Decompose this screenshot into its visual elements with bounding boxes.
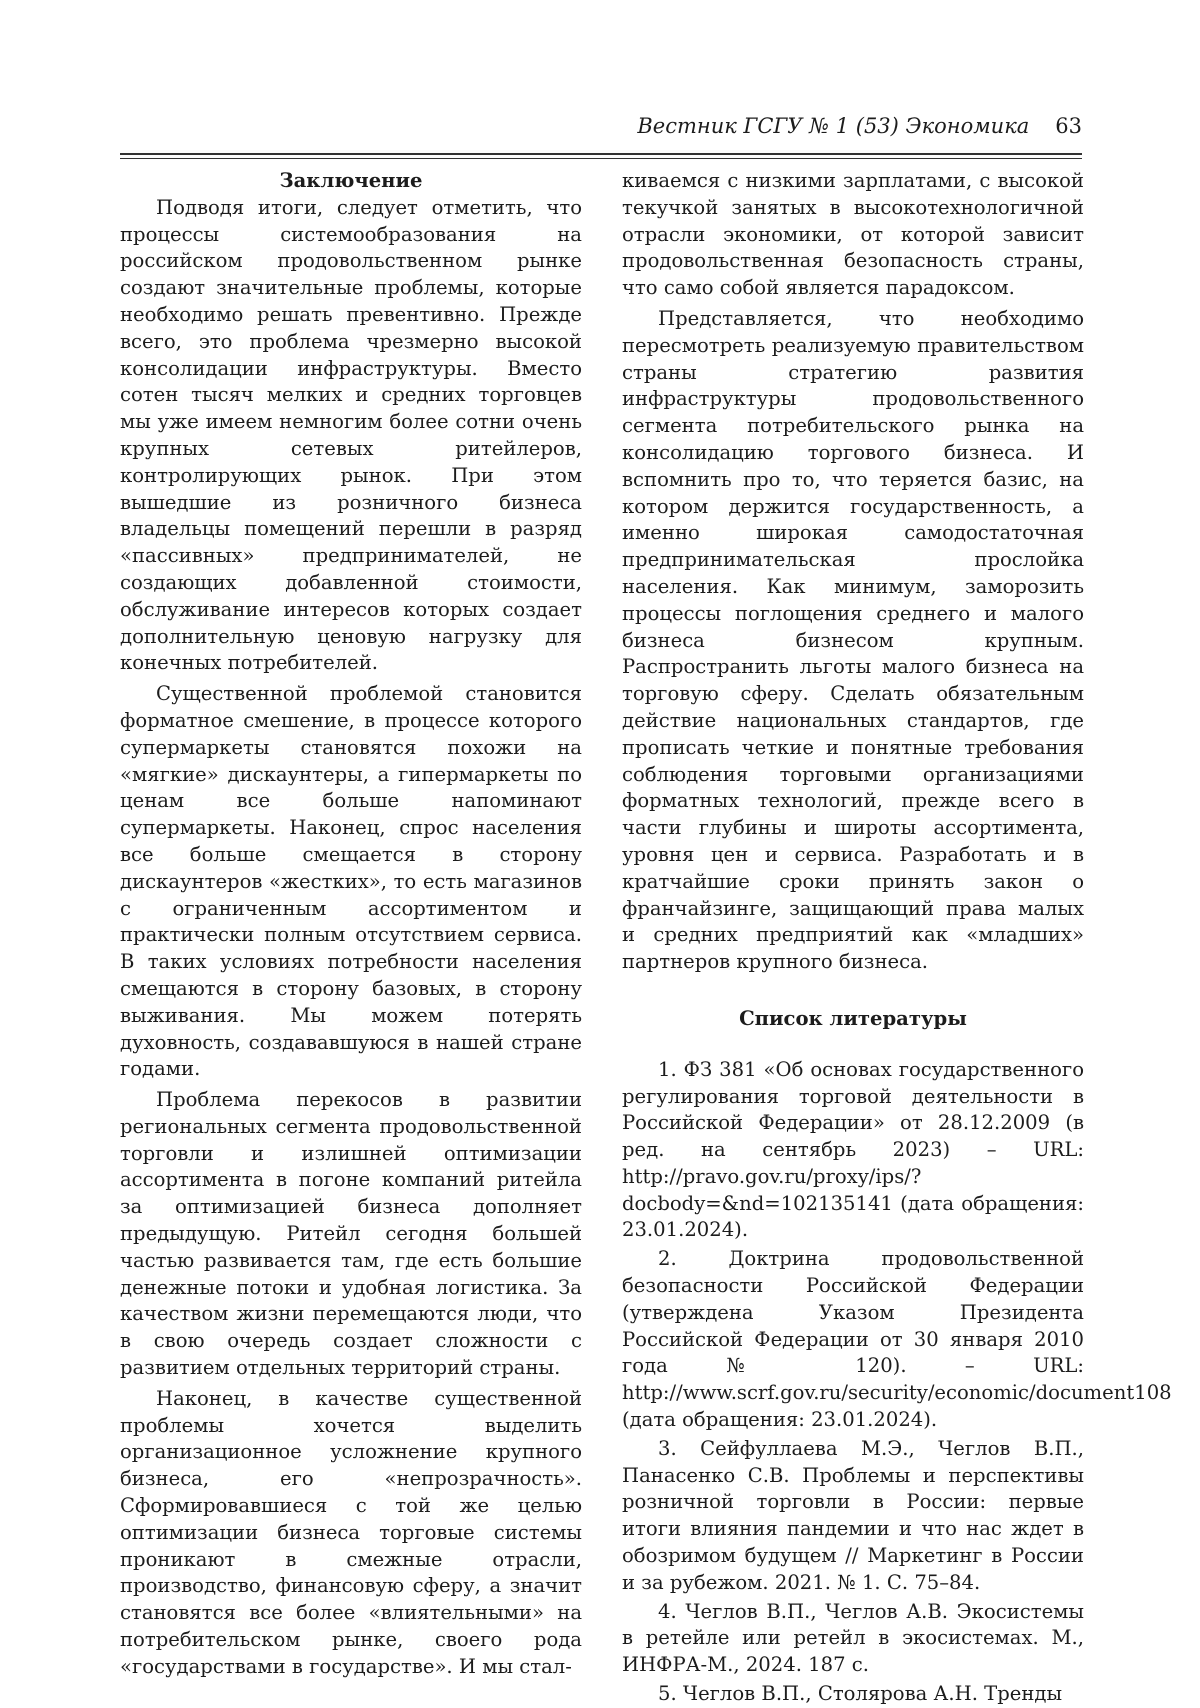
reference-item: 4. Чеглов В.П., Чеглов А.В. Экосистемы в ретейле или ретейл в экосистемах. М., ИНФРА-М., 2024. 187 с. <box>622 1599 1084 1677</box>
paragraph: Существенной проблемой становится форматное смешение, в процессе которого супермаркеты становятся похожи на «мягкие» дискаунтеры, а гипермаркеты по ценам все больше напоминают супермаркеты. Наконец, спрос населения все больше смещается в сторону дискаунтеров «жестких», то есть магазинов с ограниченным ассортиментом и практически полным отсутствием сервиса. В таких условиях потребности населения смещаются в сторону базовых, в сторону выживания. Мы можем потерять духовность, создававшуюся в нашей стране годами. <box>120 682 582 1081</box>
paragraph: Проблема перекосов в развитии региональных сегмента продовольственной торговли и излишней оптимизации ассортимента в погоне компаний ритейла за оптимизацией бизнеса дополняет предыдущую. Ритейл сегодня большей частью развивается там, где есть большие денежные потоки и удобная логистика. За качеством жизни перемещаются люди, что в свою очередь создает сложности с развитием отдельных территорий страны. <box>120 1088 582 1380</box>
paragraph: Подводя итоги, следует отметить, что процессы системообразования на российском продовольственном рынке создают значительные проблемы, которые необходимо решать превентивно. Прежде всего, это проблема чрезмерно высокой консолидации инфраструктуры. Вместо сотен тысяч мелких и средних торговцев мы уже имеем немногим более сотни очень крупных сетевых ритейлеров, контролирующих рынок. При этом вышедшие из розничного бизнеса владельцы помещений перешли в разряд «пассивных» предпринимателей, не создающих добавленной стоимости, обслуживание интересов которых создает дополнительную ценовую нагрузку для конечных потребителей. <box>120 195 582 675</box>
references-heading: Список литературы <box>739 1006 967 1030</box>
reference-item: 1. ФЗ 381 «Об основах государственного регулирования торговой деятельности в Российской Федерации» от 28.12.2009 (в ред. на сентябрь 2023) – URL: http://pravo.gov.ru/proxy/ips/?docbody=&nd=102135141 (дата обращения: 23.01.2024). <box>622 1057 1084 1242</box>
journal-title: Вестник ГСГУ № 1 (53) Экономика <box>637 114 1030 138</box>
right-column <box>622 168 1172 1708</box>
page-number: 63 <box>1055 114 1082 138</box>
paragraph: Наконец, в качестве существенной проблемы хочется выделить организационное усложнение крупного бизнеса, его «непрозрачность». Сформировавшиеся с той же целью оптимизации бизнеса торговые системы проникают в смежные отрасли, производство, финансовую сферу, а значит становятся все более «влиятельными» на потребительском рынке, своего рода «государствами в государстве». И мы стал- <box>120 1386 582 1678</box>
header-rule-thick <box>120 153 1082 155</box>
header-rule-thin <box>120 158 1082 159</box>
running-header <box>120 112 1082 140</box>
section-heading: Заключение <box>279 169 423 192</box>
paragraph-continuation: киваемся с низкими зарплатами, с высокой текучкой занятых в высокотехнологичной отрасли экономики, от которой зависит продовольственная безопасность страны, что само собой является парадоксом. <box>622 169 1084 300</box>
reference-item: 3. Сейфуллаева М.Э., Чеглов В.П., Панасенко С.В. Проблемы и перспективы розничной торговли в России: первые итоги влияния пандемии и что нас ждет в обозримом будущем // Маркетинг в России и за рубежом. 2021. № 1. С. 75–84. <box>622 1436 1084 1594</box>
reference-item: 2. Доктрина продовольственной безопасности Российской Федерации (утверждена Указом Президента Российской Федерации от 30 января 2010 года № 120). – URL: http://www.scrf.gov.ru/security/economic/document108 (дата обращения: 23.01.2024). <box>622 1247 1172 1432</box>
left-column <box>120 168 582 1681</box>
reference-item: 5. Чеглов В.П., Столярова А.Н. Тренды <box>658 1682 1063 1706</box>
paragraph: Представляется, что необходимо пересмотреть реализуемую правительством страны стратегию развития инфраструктуры продовольственного сегмента потребительского рынка на консолидацию торгового бизнеса. И вспомнить про то, что теряется базис, на котором держится государственность, а именно широкая самодостаточная предпринимательская прослойка населения. Как минимум, заморозить процессы поглощения среднего и малого бизнеса бизнесом крупным. Распространить льготы малого бизнеса на торговую сферу. Сделать обязательным действие национальных стандартов, где прописать четкие и понятные требования соблюдения торговыми организациями форматных технологий, прежде всего в части глубины и широты ассортимента, уровня цен и сервиса. Разработать и в кратчайшие сроки принять закон о франчайзинге, защищающий права малых и средних предприятий как «младших» партнеров крупного бизнеса. <box>622 306 1084 974</box>
